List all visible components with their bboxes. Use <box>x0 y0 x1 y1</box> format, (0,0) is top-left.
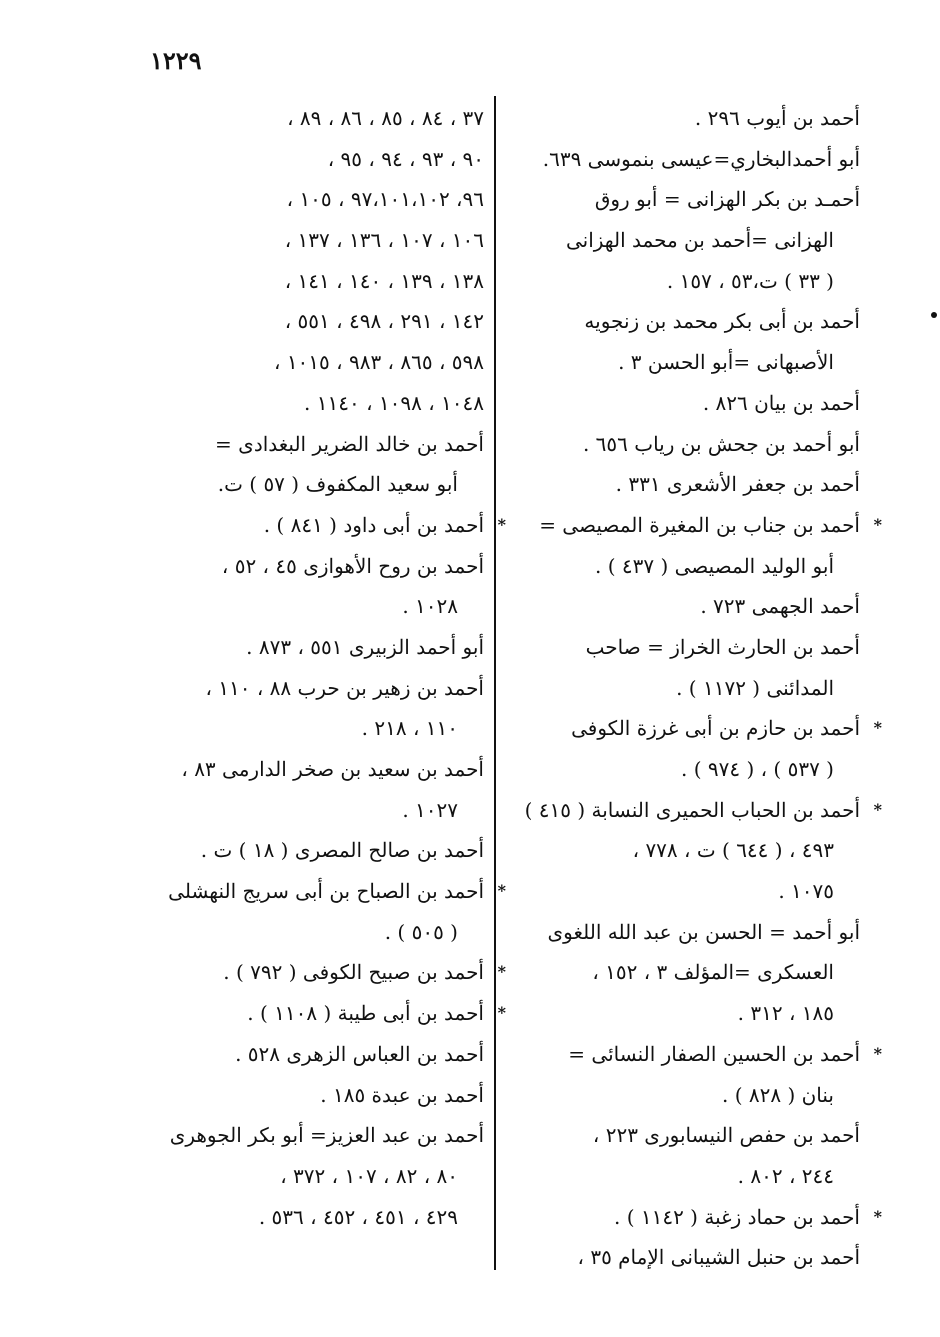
index-line <box>502 993 860 1034</box>
asterisk-marker: * <box>873 799 882 819</box>
index-line <box>502 546 860 587</box>
index-line <box>502 261 860 302</box>
index-line-text: أحمد بن حفص النيسابورى ٢٢٣ ، <box>592 1123 860 1148</box>
column-divider <box>494 96 496 1270</box>
index-line-text: أحمد بن روح الأهوازى ٤٥ ، ٥٢ ، <box>221 553 484 578</box>
index-line <box>128 546 484 587</box>
asterisk-marker: * <box>873 1206 882 1226</box>
index-line <box>502 912 860 953</box>
page-number: ١٢٢٩ <box>150 46 202 75</box>
index-line-text: أحمد بن خالد الضرير البغدادى = <box>215 431 484 456</box>
index-line-text: أحمد بن عبد العزيز= أبو بكر الجوهرى <box>169 1123 484 1148</box>
index-line <box>128 912 484 953</box>
index-line-text: أحمد بن عبدة ١٨٥ . <box>320 1082 484 1107</box>
index-line-text: أبو الوليد المصيصى ( ٤٣٧ ) . <box>594 553 834 578</box>
index-line-text: الأصبهانى =أبو الحسن ٣ . <box>618 350 834 375</box>
index-line-text: أحمد بن سعيد بن صخر الدارمى ٨٣ ، <box>181 757 484 781</box>
index-line <box>128 952 506 993</box>
index-line-text: أحمد بن زهير بن حرب ٨٨ ، ١١٠ ، <box>205 675 484 700</box>
asterisk-marker: * <box>497 881 506 901</box>
index-line <box>502 830 860 871</box>
index-line-text: ٣٧ ، ٨٤ ، ٨٥ ، ٨٦ ، ٨٩ ، <box>287 106 484 130</box>
index-line-text: أبو سعيد المكفوف ( ٥٧ ) ت. <box>217 472 458 497</box>
index-line <box>502 301 860 342</box>
index-line-text: ( ٥٠٥ ) . <box>384 919 458 944</box>
index-line-text: ١٨٥ ، ٣١٢ . <box>737 1001 834 1026</box>
index-line <box>502 1034 882 1075</box>
index-line <box>128 505 506 546</box>
right-column <box>502 98 882 1278</box>
index-line-text: أحمد بن الحسين الصفار النسائى = <box>568 1041 860 1066</box>
index-line <box>128 179 484 220</box>
index-line-text: ١٠٢٧ . <box>402 797 458 822</box>
index-line <box>502 1156 860 1197</box>
index-line <box>502 1075 860 1116</box>
index-line <box>502 1237 860 1278</box>
index-line <box>502 708 882 749</box>
index-line-text: أحمد بن الصباح بن أبى سريج النهشلى <box>168 879 484 904</box>
index-line-text: أحمد بن أبى طيبة ( ١١٠٨ ) . <box>247 1001 484 1026</box>
index-line <box>502 790 882 831</box>
index-line <box>128 708 484 749</box>
index-line <box>128 586 484 627</box>
index-line <box>128 301 484 342</box>
index-line <box>128 1115 484 1156</box>
index-line-text: ١٠٦ ، ١٠٧ ، ١٣٦ ، ١٣٧ ، <box>284 228 484 253</box>
index-line <box>128 464 484 505</box>
index-line <box>128 98 484 139</box>
index-line-text: ٩٠ ، ٩٣ ، ٩٤ ، ٩٥ ، <box>327 146 484 171</box>
left-column <box>128 98 506 1237</box>
index-line-text: ١٠٤٨ ، ١٠٩٨ ، ١١٤٠ . <box>304 390 484 415</box>
index-line <box>502 464 860 505</box>
index-line-text: أبو أحمد بن جحش بن رياب ٦٥٦ . <box>582 431 860 456</box>
index-line-text: العسكرى =المؤلف ٣ ، ١٥٢ ، <box>592 960 834 985</box>
index-line <box>502 1197 882 1238</box>
index-line-text: ١٠٢٨ . <box>402 594 458 619</box>
index-line-text: أحمد بن جعفر الأشعرى ٣٣١ . <box>615 472 860 497</box>
index-line <box>502 424 860 465</box>
index-line <box>128 790 484 831</box>
index-line-text: أحمد بن العباس الزهرى ٥٢٨ . <box>235 1041 484 1066</box>
index-line <box>502 952 860 993</box>
asterisk-marker: * <box>497 1003 506 1023</box>
index-line <box>502 139 860 180</box>
index-line <box>128 139 484 180</box>
index-line-text: ١٣٨ ، ١٣٩ ، ١٤٠ ، ١٤١ ، <box>284 268 484 293</box>
index-line-text: ٨٠ ، ٨٢ ، ١٠٧ ، ٣٧٢ ، <box>280 1163 458 1188</box>
index-line <box>128 1034 484 1075</box>
index-line-text: أحمد بن الحباب الحميرى النسابة ( ٤١٥ ) <box>524 797 860 822</box>
index-line <box>502 220 860 261</box>
index-line <box>502 668 860 709</box>
index-line-text: ٢٤٤ ، ٨٠٢ . <box>737 1163 834 1188</box>
index-line-text: ( ٥٣٧ ) ، ( ٩٧٤ ) . <box>680 757 834 781</box>
index-line <box>128 749 484 790</box>
index-line-text: أحمـد بن بكر الهزانى = أبو روق <box>594 187 860 212</box>
index-line <box>502 505 882 546</box>
margin-dot <box>931 312 937 318</box>
index-line <box>128 220 484 261</box>
index-line <box>128 668 484 709</box>
index-line <box>128 993 506 1034</box>
index-line <box>128 627 484 668</box>
index-line-text: ٥٩٨ ، ٨٦٥ ، ٩٨٣ ، ١٠١٥ ، <box>274 350 484 375</box>
index-line-text: الهزانى =أحمد بن محمد الهزانى <box>565 228 834 253</box>
index-line <box>128 261 484 302</box>
index-line-text: أبو أحمد = الحسن بن عبد الله اللغوى <box>547 919 860 944</box>
index-line <box>502 749 860 790</box>
index-line <box>502 586 860 627</box>
index-line-text: أحمد بن صبيح الكوفى ( ٧٩٢ ) . <box>223 960 484 985</box>
asterisk-marker: * <box>873 514 882 534</box>
index-line-text: أحمد بن أبى بكر محمد بن زنجويه <box>584 309 860 334</box>
index-line <box>128 424 484 465</box>
asterisk-marker: * <box>497 514 506 534</box>
index-line-text: أحمد بن حماد زغبة ( ١١٤٢ ) . <box>613 1204 860 1229</box>
index-line <box>502 1115 860 1156</box>
index-line <box>128 1075 484 1116</box>
index-line-text: أحمد بن أيوب ٢٩٦ . <box>694 106 860 130</box>
index-line-text: ٤٢٩ ، ٤٥١ ، ٤٥٢ ، ٥٣٦ . <box>258 1204 458 1229</box>
index-line <box>502 342 860 383</box>
index-line-text: ١٠٧٥ . <box>778 879 834 904</box>
index-line-text: ٩٦، ٩٧،١٠١،١٠٢ ، ١٠٥ ، <box>286 187 484 212</box>
index-line-text: أبو أحمدالبخاري=عيسى بنموسى ٦٣٩. <box>542 146 860 171</box>
index-line-text: أحمد الجهمى ٧٢٣ . <box>700 594 860 619</box>
index-line <box>502 383 860 424</box>
index-line <box>128 342 484 383</box>
index-line-text: أحمد بن أبى داود ( ٨٤١ ) . <box>263 512 484 537</box>
index-line <box>128 383 484 424</box>
index-line-text: المدائنى ( ١١٧٢ ) . <box>676 675 834 700</box>
index-line-text: ١١٠ ، ٢١٨ . <box>361 716 458 741</box>
index-line-text: أحمد بن بيان ٨٢٦ . <box>702 390 860 415</box>
index-line <box>128 1156 484 1197</box>
index-line <box>128 1197 484 1238</box>
index-line-text: أحمد بن الحارث الخراز = صاحب <box>585 634 860 659</box>
index-line-text: أحمد بن صالح المصرى ( ١٨ ) ت . <box>200 838 484 863</box>
index-line-text: أحمد بن جناب بن المغيرة المصيصى = <box>539 512 860 537</box>
index-line <box>502 179 860 220</box>
index-line-text: أحمد بن حازم بن أبى غرزة الكوفى <box>571 716 860 741</box>
index-line <box>128 871 506 912</box>
index-line-text: أحمد بن حنبل الشيبانى الإمام ٣٥ ، <box>577 1245 860 1270</box>
index-line <box>502 98 860 139</box>
index-line <box>502 871 860 912</box>
index-line-text: أبو أحمد الزبيرى ٥٥١ ، ٨٧٣ . <box>246 634 484 659</box>
asterisk-marker: * <box>873 718 882 738</box>
index-line <box>502 627 860 668</box>
asterisk-marker: * <box>873 1043 882 1063</box>
asterisk-marker: * <box>497 962 506 982</box>
index-line-text: ( ٣٣ ) ت،٥٣ ، ١٥٧ . <box>666 268 834 293</box>
index-line <box>128 830 484 871</box>
index-line-text: ٤٩٣ ، ( ٦٤٤ ) ت ، ٧٧٨ ، <box>632 838 834 863</box>
index-line-text: ١٤٢ ، ٢٩١ ، ٤٩٨ ، ٥٥١ ، <box>284 309 484 334</box>
index-line-text: بنان ( ٨٢٨ ) . <box>721 1082 834 1107</box>
